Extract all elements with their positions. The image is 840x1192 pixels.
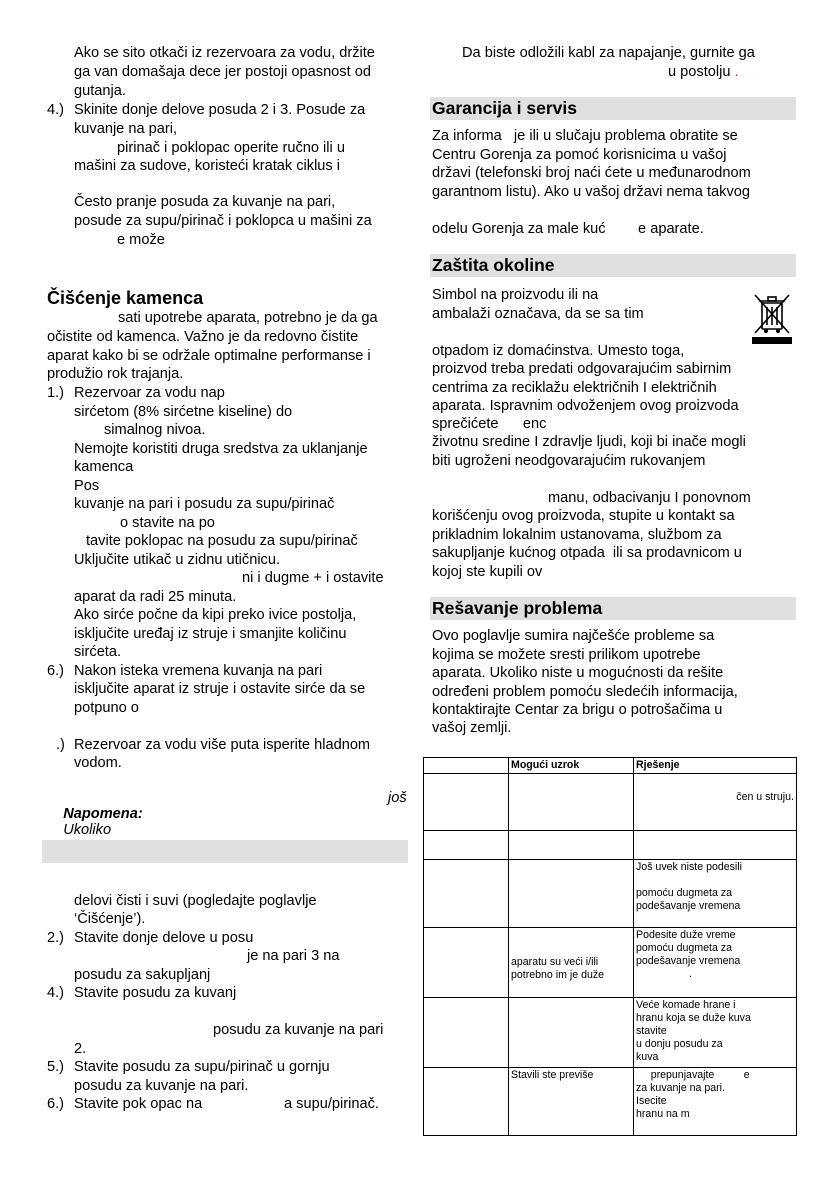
step-4-line: Skinite donje delove posuda 2 i 3. Posude za (74, 102, 366, 118)
table-cell (424, 774, 509, 831)
warranty-line: Za informa je ili u slučaju problema obratite se (432, 128, 738, 144)
table-cell: aparatu su veći i/ili potrebno im je duže (509, 928, 634, 998)
table-cell (509, 860, 634, 928)
table-row (424, 928, 797, 998)
troubleshooting-line: kontaktirajte Centar za brigu o potrošačima u (432, 702, 723, 718)
step-1-line: isključite uređaj iz struje i smanjite količinu (74, 626, 347, 642)
assembly-step-5-line: posudu za kuvanje na pari. (74, 1078, 249, 1094)
environment-line: korišćenju ovog proizvoda, stupite u kontakt sa (432, 508, 735, 524)
troubleshooting-heading: Rešavanje problema (430, 597, 796, 620)
troubleshooting-table (423, 757, 797, 1136)
environment-line: sakupljanje kućnog otpada ili sa prodavnicom u (432, 545, 742, 561)
assembly-step-6-line: a supu/pirinač. (284, 1096, 379, 1112)
warranty-heading: Garancija i servis (430, 97, 796, 120)
table-header-row (424, 758, 797, 774)
table-cell (424, 998, 509, 1068)
cable-line-2-text: u postolju (668, 64, 731, 80)
table-header-cell: Rješenje (634, 758, 797, 774)
step-6-number: 6.) (47, 663, 65, 679)
step-1-line: aparat da radi 25 minuta. (74, 589, 237, 605)
warranty-line: garantnom listu). Ako u vašoj državi nema takvog (432, 184, 750, 200)
table-cell (424, 860, 509, 928)
step-1-line: ni i dugme + i ostavite (242, 570, 384, 586)
step-4-line: e može (117, 232, 165, 248)
step-6-line: potpuno o (74, 700, 139, 716)
step-4-line: pirinač i poklopac operite ručno ili u (117, 140, 345, 156)
step-4-line: kuvanje na pari, (74, 121, 178, 137)
table-cell (424, 831, 509, 860)
assembly-step-4-line: 2. (74, 1041, 87, 1057)
step-1-line: o stavite na po (120, 515, 215, 531)
step-4-line: posude za supu/pirinač i poklopca u mašini za (74, 213, 372, 229)
warranty-line: državi (telefonski broj naći ćete u međunarodnom (432, 165, 751, 181)
troubleshooting-line: vašoj zemlji. (432, 720, 512, 736)
step-1-line: simalnog nivoa. (104, 422, 206, 438)
descaling-line: aparat kako bi se održale optimalne performanse i (47, 348, 371, 364)
table-cell: prepunjavajte e za kuvanje na pari. Isecite hranu na m (634, 1068, 797, 1136)
intro-line-3: gutanja. (74, 83, 126, 99)
table-cell: Veće komade hrane i hranu koja se duže kuva stavite u donju posudu za kuva (634, 998, 797, 1068)
troubleshooting-line: Ovo poglavlje sumira najčešće probleme sa (432, 628, 715, 644)
environment-line: ambalaži označava, da se sa tim (432, 306, 644, 322)
table-row (424, 860, 797, 928)
table-cell (509, 998, 634, 1068)
step-4-line: mašini za sudove, koristeći kratak ciklus i (74, 158, 341, 174)
cable-red-dot: . (734, 64, 739, 80)
descaling-heading: Čišćenje kamenca (47, 288, 204, 308)
table-cell (509, 774, 634, 831)
assembly-line: ‘Čišćenje’). (74, 911, 146, 927)
assembly-heading-bar (42, 840, 408, 863)
assembly-step-4-line: posudu za kuvanje na pari (213, 1022, 384, 1038)
assembly-step-5-line: Stavite posudu za supu/pirinač u gornju (74, 1059, 330, 1075)
step-6-line: Nakon isteka vremena kuvanja na pari (74, 663, 323, 679)
note-text: Ukoliko (63, 822, 112, 838)
assembly-step-2-line: posudu za sakupljanj (74, 967, 211, 983)
environment-line: životnu sredine I zdravlje ljudi, koji bi inače mogli (432, 434, 746, 450)
environment-line: otpadom iz domaćinstva. Umesto toga, (432, 343, 685, 359)
table-row (424, 1068, 797, 1136)
note-tail: još (388, 790, 407, 806)
environment-line: Simbol na proizvodu ili na (432, 287, 599, 303)
step-1-line: kamenca (74, 459, 134, 475)
descaling-line: produžio rok trajanja. (47, 366, 184, 382)
assembly-step-4-number: 4.) (47, 985, 65, 1001)
step-4-line: Često pranje posuda za kuvanje na pari, (74, 194, 336, 210)
table-header-cell: Mogući uzrok (509, 758, 634, 774)
step-1-line: Ako sirće počne da kipi preko ivice postolja, (74, 607, 357, 623)
step-7-number: .) (56, 737, 65, 753)
table-header-cell (424, 758, 509, 774)
descaling-line: sati upotrebe aparata, potrebno je da ga (118, 310, 378, 326)
descaling-line: očistite od kamenca. Važno je da redovno čistite (47, 329, 359, 345)
table-row (424, 998, 797, 1068)
step-6-line: isključite aparat iz struje i ostavite sirće da se (74, 681, 366, 697)
assembly-step-2-line: je na pari 3 na (247, 948, 340, 964)
table-row (424, 831, 797, 860)
step-1-line: sirćeta. (74, 644, 122, 660)
environment-line: centrima za reciklažu električnih I električnih (432, 380, 717, 396)
step-7-line: Rezervoar za vodu više puta isperite hladnom (74, 737, 371, 753)
troubleshooting-line: određeni problem pomoću sledećih informacija, (432, 684, 738, 700)
step-1-number: 1.) (47, 385, 65, 401)
table-cell: Još uvek niste podesili pomoću dugmeta za podešavanje vremena (634, 860, 797, 928)
intro-line-2: ga van domašaja dece jer postoji opasnost od (74, 64, 371, 80)
step-1-line: Pos (74, 478, 100, 494)
table-cell (509, 831, 634, 860)
troubleshooting-line: kojima se možete sresti prilikom upotrebe (432, 647, 701, 663)
table-cell (424, 1068, 509, 1136)
environment-line: biti ugroženi neodgovarajućim rukovanjem (432, 453, 706, 469)
cable-line-2 (668, 63, 739, 81)
assembly-step-4-line: Stavite posudu za kuvanj (74, 985, 237, 1001)
troubleshooting-line: aparata. Ukoliko niste u mogućnosti da rešite (432, 665, 724, 681)
step-7-line: vodom. (74, 755, 122, 771)
warranty-line: odelu Gorenja za male kuć e aparate. (432, 221, 704, 237)
environment-line: proizvod treba predati odgovarajućim sabirnim (432, 361, 732, 377)
cable-line-1: Da biste odložili kabl za napajanje, gurnite ga (462, 45, 755, 61)
step-1-line: sirćetom (8% sirćetne kiseline) do (74, 404, 293, 420)
environment-line: aparata. Ispravnim odvoženjem ovog proizvoda (432, 398, 739, 414)
weee-bin-icon (752, 289, 792, 345)
environment-line: prikladnim lokalnim ustanovama, službom za (432, 527, 722, 543)
table-cell: Podesite duže vreme pomoću dugmeta za podešavanje vremena . (634, 928, 797, 998)
assembly-line: delovi čisti i suvi (pogledajte poglavlje (74, 893, 317, 909)
table-cell: Stavili ste previše (509, 1068, 634, 1136)
step-1-line: tavite poklopac na posudu za supu/pirinač (86, 533, 358, 549)
warranty-line: Centru Gorenja za pomoć korisnicima u vašoj (432, 147, 727, 163)
assembly-step-2-line: Stavite donje delove u posu (74, 930, 254, 946)
table-cell (424, 928, 509, 998)
assembly-step-2-number: 2.) (47, 930, 65, 946)
step-1-line: Nemojte koristiti druga sredstva za uklanjanje (74, 441, 368, 457)
environment-heading: Zaštita okoline (430, 254, 796, 277)
environment-line: kojoj ste kupili ov (432, 564, 543, 580)
step-4-number: 4.) (47, 102, 65, 118)
table-cell: čen u struju. (634, 774, 797, 831)
assembly-step-5-number: 5.) (47, 1059, 65, 1075)
assembly-step-6-line: Stavite pok opac na (74, 1096, 203, 1112)
intro-line-1: Ako se sito otkači iz rezervoara za vodu, držite (74, 45, 375, 61)
table-row (424, 774, 797, 831)
step-1-line: Uključite utikač u zidnu utičnicu. (74, 552, 281, 568)
environment-line: manu, odbacivanju I ponovnom (548, 490, 751, 506)
assembly-step-6-number: 6.) (47, 1096, 65, 1112)
step-1-line: Rezervoar za vodu nap (74, 385, 225, 401)
table-cell (634, 831, 797, 860)
note-label: Napomena: (63, 806, 143, 822)
environment-line: sprečićete enc (432, 416, 547, 432)
step-1-line: kuvanje na pari i posudu za supu/pirinač (74, 496, 335, 512)
